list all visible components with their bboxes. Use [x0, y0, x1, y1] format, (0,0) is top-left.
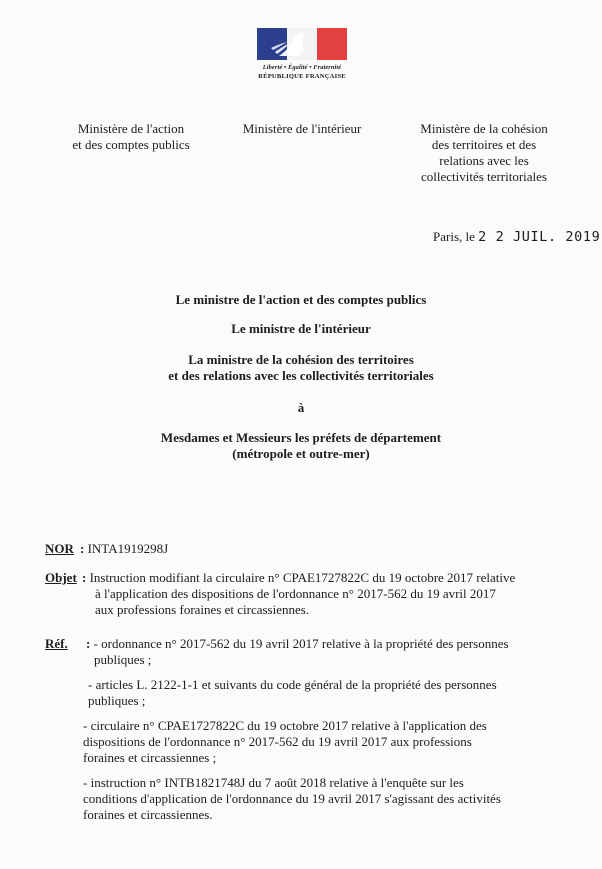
ref-item	[83, 718, 560, 766]
ref-line: - circulaire n° CPAE1727822C du 19 octobre 2017 relative à l'application des	[83, 718, 487, 733]
nor-field: : INTA1919298J	[80, 541, 169, 556]
date-prefix: Paris, le	[433, 229, 475, 244]
ministry-line: collectivités territoriales	[421, 169, 547, 184]
objet-line: aux professions foraines et circassiennes.	[95, 602, 310, 617]
sender-line: La ministre de la cohésion des territoires	[188, 352, 414, 367]
ministry-action-comptes-publics	[56, 121, 206, 153]
objet-line: à l'application des dispositions de l'ordonnance n° 2017-562 du 19 avril 2017	[95, 586, 496, 601]
document-date	[433, 229, 600, 245]
ministry-line: et des comptes publics	[72, 137, 190, 152]
ministry-interieur	[232, 121, 372, 137]
recipient-line: Mesdames et Messieurs les préfets de département	[160, 430, 442, 445]
objet-field: : Instruction modifiant la circulaire n° CPAE1727822C du 19 octobre 2017 relative à l'application des dispositions de l'ordonnance n° 2017-562 du 19 avril 2017 aux professions foraines et circassiennes.	[82, 570, 560, 618]
sender-action-comptes-publics: Le ministre de l'action et des comptes publics	[175, 292, 427, 307]
ministry-cohesion-territoires	[404, 121, 564, 185]
ref-item	[83, 775, 560, 823]
objet-line: Instruction modifiant la circulaire n° CPAE1727822C du 19 octobre 2017 relative	[89, 570, 516, 585]
republic-name: RÉPUBLIQUE FRANÇAISE	[258, 73, 346, 80]
sender-line: et des relations avec les collectivités territoriales	[168, 368, 434, 383]
ministry-line: Ministère de l'intérieur	[242, 121, 362, 136]
ref-line: - ordonnance n° 2017-562 du 19 avril 2017 relative à la propriété des personnes	[93, 636, 509, 651]
ref-line: dispositions de l'ordonnance n° 2017-562 du 19 avril 2017 aux professions	[83, 734, 472, 749]
ministry-line: relations avec les	[439, 153, 529, 168]
recipient-line: (métropole et outre-mer)	[232, 446, 370, 461]
sender-cohesion-territoires	[60, 352, 542, 384]
ref-line: conditions d'application de l'ordonnance du 19 avril 2017 s'agissant des activités	[83, 791, 501, 806]
nor-value: INTA1919298J	[87, 541, 169, 556]
ref-line: publiques ;	[94, 652, 152, 667]
addressee-preposition: à	[297, 400, 305, 415]
ministry-line: des territoires et des	[431, 137, 537, 152]
ref-line: publiques ;	[88, 693, 146, 708]
objet-label: Objet	[45, 570, 77, 585]
nor-label: NOR	[45, 541, 74, 556]
republic-motto: Liberté • Égalité • Fraternité	[262, 64, 342, 71]
ref-label: Réf.	[45, 636, 68, 651]
ref-line: - articles L. 2122-1-1 et suivants du code général de la propriété des personnes	[88, 677, 497, 692]
ref-item	[88, 677, 560, 709]
date-stamp: 2 2 JUIL. 2019	[478, 229, 601, 245]
ref-line: foraines et circassiennes.	[83, 807, 213, 822]
recipient	[60, 430, 542, 462]
ref-line: - instruction n° INTB1821748J du 7 août 2018 relative à l'enquête sur les	[83, 775, 464, 790]
ministry-line: Ministère de l'action	[77, 121, 185, 136]
ministry-line: Ministère de la cohésion	[420, 121, 548, 136]
sender-interieur: Le ministre de l'intérieur	[231, 321, 371, 336]
ref-line: foraines et circassiennes ;	[83, 750, 217, 765]
republique-francaise-logo	[251, 28, 353, 92]
ref-item: : - ordonnance n° 2017-562 du 19 avril 2017 relative à la propriété des personnes publiques ;	[86, 636, 560, 668]
marianne-flag-icon	[257, 28, 347, 60]
